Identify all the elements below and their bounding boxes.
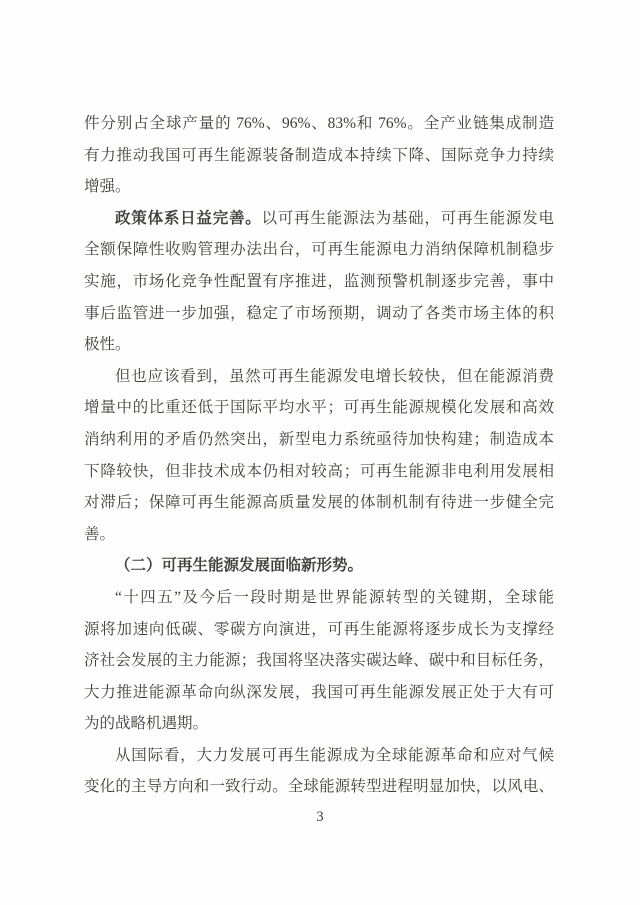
document-text-block — [84, 108, 554, 803]
text-line: 件分别占全球产量的 76%、96%、83%和 76%。全产业链集成制造 — [84, 115, 554, 132]
text-line: 源将加速向低碳、零碳方向演进，可再生能源将逐步成长为支撑经 — [84, 620, 554, 638]
text-line: 有力推动我国可再生能源装备制造成本持续下降、国际竞争力持续 — [84, 146, 554, 164]
text-line: 增强。 — [84, 178, 131, 196]
text-run: 以可再生能源法为基础，可再生能源发电 — [261, 209, 554, 227]
text-line: 从国际看，大力发展可再生能源成为全球能源革命和应对气候 — [115, 746, 554, 764]
text-line: 济社会发展的主力能源；我国将坚决落实碳达峰、碳中和目标任务， — [84, 652, 554, 670]
text-line: 事后监管进一步加强，稳定了市场预期，调动了各类市场主体的积 — [84, 304, 554, 322]
text-line: 大力推进能源革命向纵深发展，我国可再生能源发展正处于大有可 — [84, 683, 554, 701]
section-heading: （二）可再生能源发展面临新形势。 — [115, 557, 364, 575]
text-line: 极性。 — [84, 336, 131, 354]
text-line: 对滞后；保障可再生能源高质量发展的体制机制有待进一步健全完 — [84, 494, 554, 512]
text-line: 变化的主导方向和一致行动。全球能源转型进程明显加快，以风电、 — [84, 778, 554, 796]
text-line: 全额保障性收购管理办法出台，可再生能源电力消纳保障机制稳步 — [84, 241, 554, 259]
text-line: 为的战略机遇期。 — [84, 715, 209, 733]
text-line: “十四五”及今后一段时期是世界能源转型的关键期，全球能 — [115, 588, 554, 606]
text-line: 消纳利用的矛盾仍然突出，新型电力系统亟待加快构建；制造成本 — [84, 430, 554, 448]
text-line — [84, 203, 554, 235]
text-line: 但也应该看到，虽然可再生能源发电增长较快，但在能源消费 — [115, 367, 554, 385]
text-line: 增量中的比重还低于国际平均水平；可再生能源规模化发展和高效 — [84, 399, 554, 417]
text-line: 实施，市场化竞争性配置有序推进，监测预警机制逐步完善，事中 — [84, 272, 554, 290]
lead-in-emphasis: 政策体系日益完善。 — [115, 209, 262, 227]
text-line: 下降较快，但非技术成本仍相对较高；可再生能源非电利用发展相 — [84, 462, 554, 480]
page-number: 3 — [316, 809, 324, 825]
text-line: 善。 — [84, 525, 116, 543]
